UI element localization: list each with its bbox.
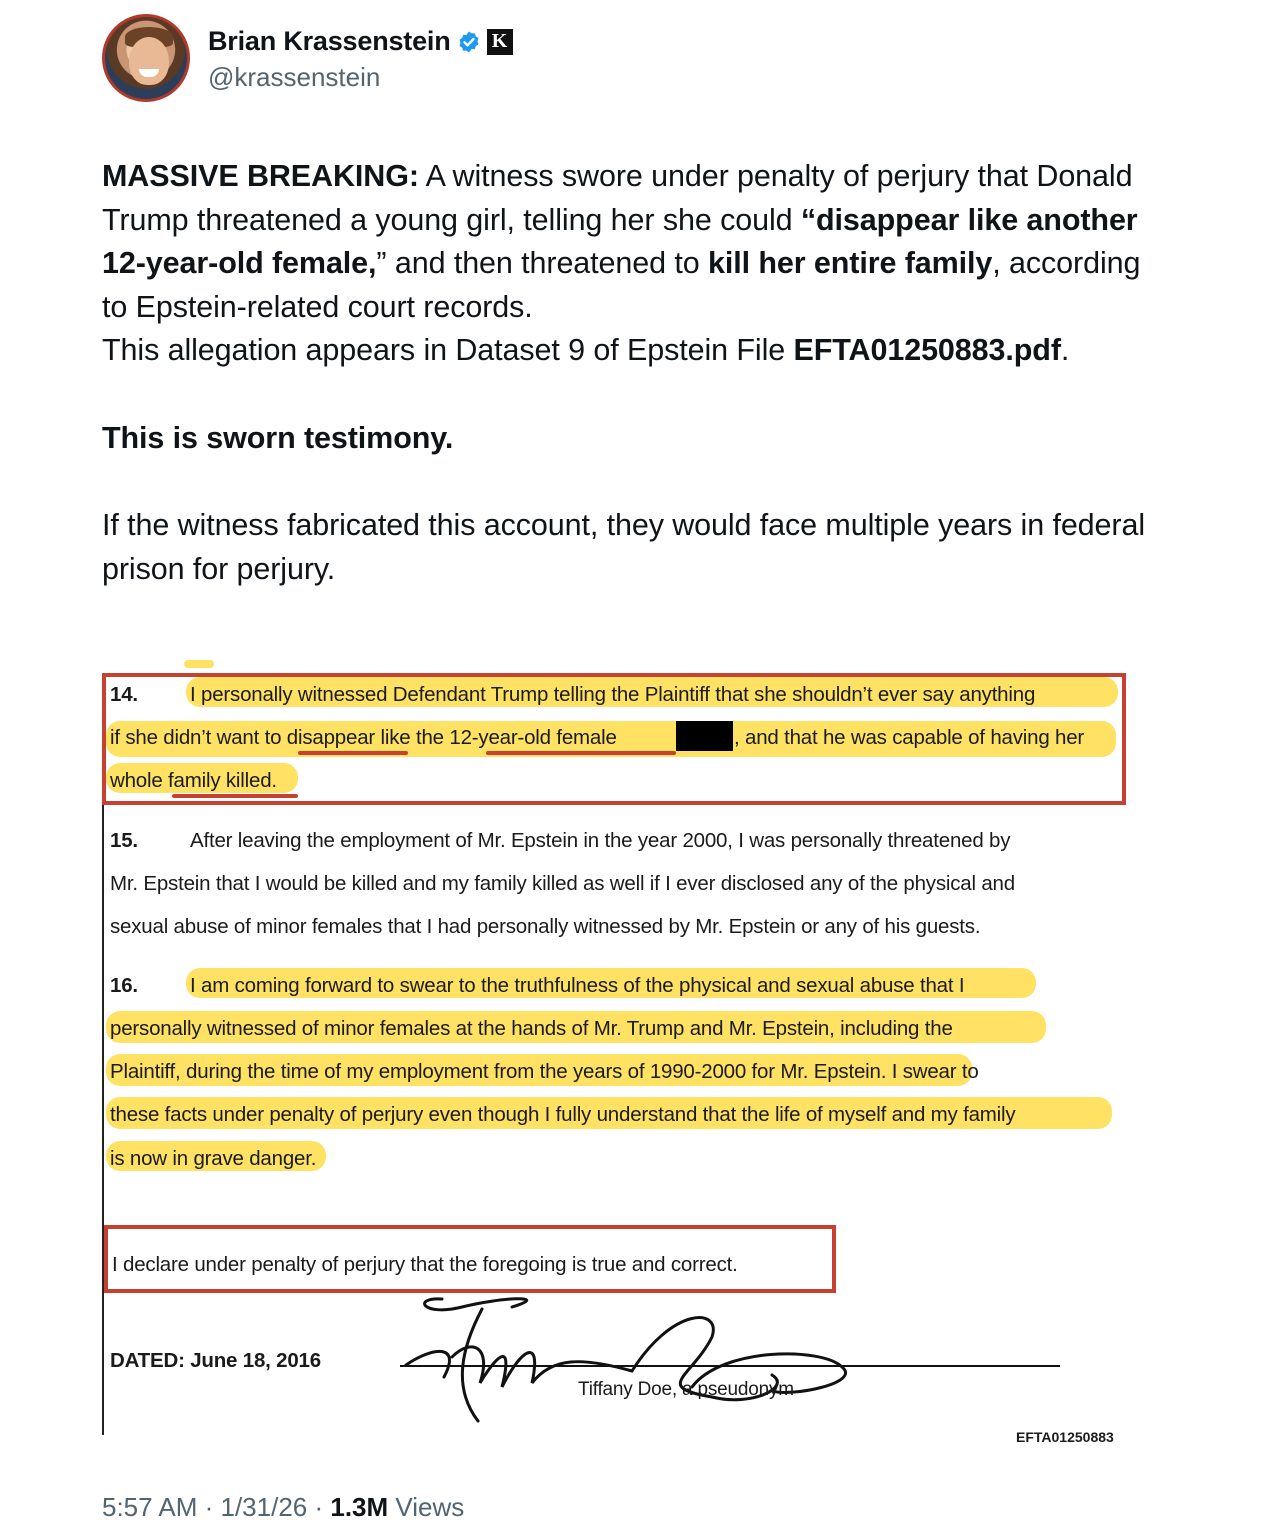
signer-name: Tiffany Doe, a pseudonym	[578, 1379, 794, 1400]
document-id: EFTA01250883	[1016, 1429, 1114, 1445]
name-row	[208, 26, 513, 57]
dated-line: DATED: June 18, 2016	[110, 1349, 321, 1372]
views-label: Views	[388, 1492, 465, 1522]
tweet-paragraph-4: If the witness fabricated this account, they would face multiple years in federal prison for perjury.	[102, 508, 1146, 586]
handwritten-signature	[392, 1287, 892, 1427]
views-count: 1.3M	[330, 1492, 389, 1522]
declaration-line: I declare under penalty of perjury that the foregoing is true and correct.	[112, 1253, 738, 1276]
document-line: sexual abuse of minor females that I had personally witnessed by Mr. Epstein or any of his guests.	[110, 915, 981, 938]
document-line: After leaving the employment of Mr. Epstein in the year 2000, I was personally threatened by	[190, 829, 1011, 852]
document-line: whole family killed.	[110, 769, 277, 792]
tweet-paragraph-1: MASSIVE BREAKING: A witness swore under penalty of perjury that Donald Trump threatened a young girl, telling her she could “disappear like another 12-year-old female,” and then threatened to kill her entire family, according to Epstein-related court records.	[102, 159, 1141, 324]
document-line: personally witnessed of minor females at the hands of Mr. Trump and Mr. Epstein, including the	[110, 1017, 953, 1040]
paragraph-number: 16.	[110, 974, 138, 997]
attached-document-image[interactable]	[102, 655, 1142, 1445]
red-box-annotation	[102, 673, 1126, 805]
handle[interactable]: @krassenstein	[208, 62, 381, 92]
tweet-header	[102, 14, 1202, 106]
document-line: Plaintiff, during the time of my employment from the years of 1990-2000 for Mr. Epstein. I swear to	[110, 1060, 979, 1083]
tweet-paragraph-2: This allegation appears in Dataset 9 of Epstein File EFTA01250883.pdf.	[102, 333, 1070, 367]
paragraph-number: 15.	[110, 829, 138, 852]
tweet-paragraph-3: This is sworn testimony.	[102, 420, 454, 455]
verified-badge-icon[interactable]	[457, 30, 481, 54]
tweet-meta	[102, 1492, 464, 1523]
tweet-text	[102, 155, 1162, 591]
document-line: I am coming forward to swear to the truthfulness of the physical and sexual abuse that I	[190, 974, 965, 997]
paragraph-number: 14.	[110, 683, 138, 706]
document-line: I personally witnessed Defendant Trump telling the Plaintiff that she shouldn’t ever say anything	[190, 683, 1036, 706]
document-line: is now in grave danger.	[110, 1147, 317, 1170]
display-name[interactable]: Brian Krassenstein	[208, 26, 451, 56]
document-line: these facts under penalty of perjury even though I fully understand that the life of myself and my family	[110, 1103, 1016, 1126]
document-line: , and that he was capable of having her	[734, 726, 1085, 749]
document-line: if she didn’t want to disappear like the 12-year-old female	[110, 726, 617, 749]
document-line: Mr. Epstein that I would be killed and my family killed as well if I ever disclosed any of the physical and	[110, 872, 1015, 895]
k-logo-icon[interactable]: K	[487, 29, 513, 55]
avatar[interactable]	[102, 14, 190, 102]
red-box-annotation	[104, 1225, 836, 1293]
timestamp[interactable]: 5:57 AM · 1/31/26 ·	[102, 1492, 331, 1522]
